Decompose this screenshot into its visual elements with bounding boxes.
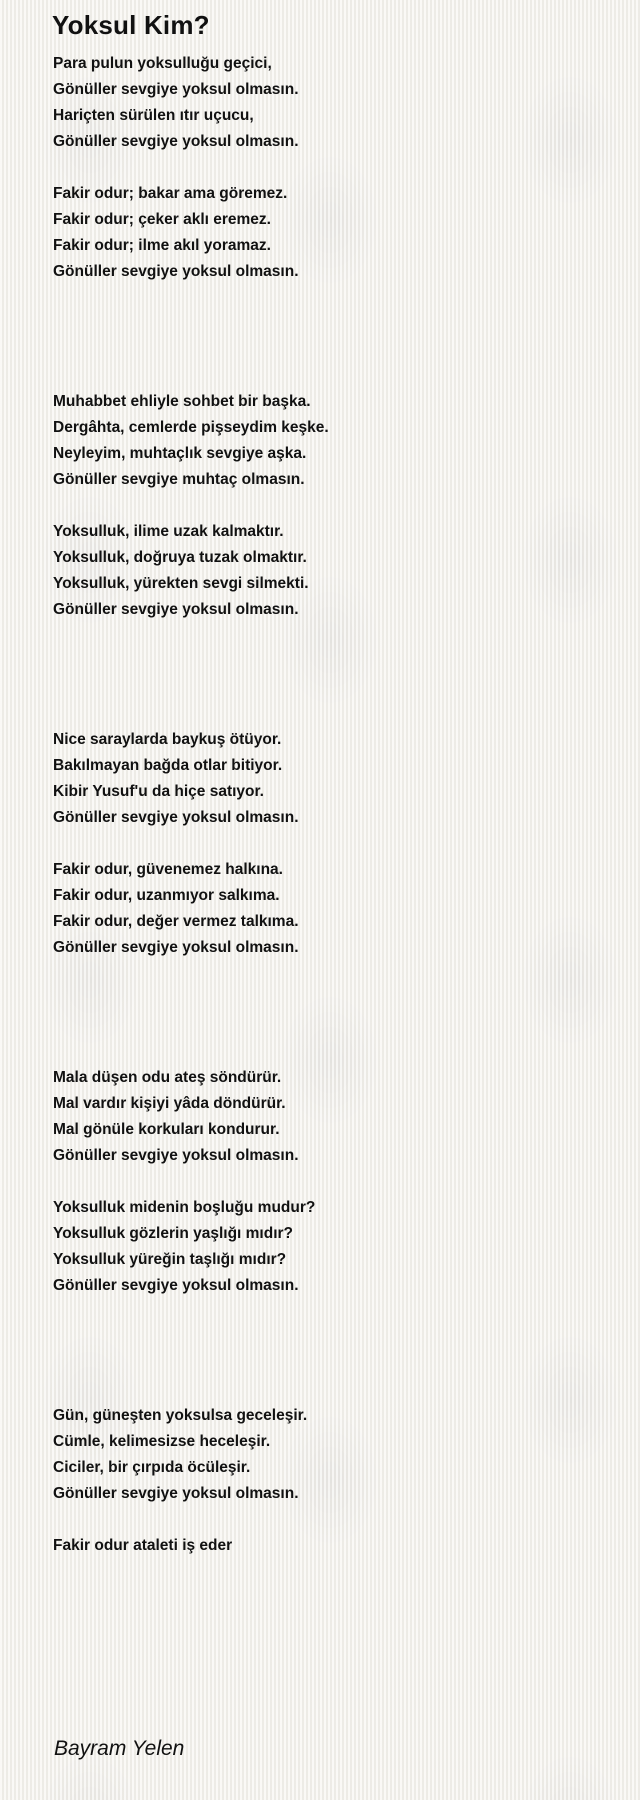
poem-line: Gönüller sevgiye yoksul olmasın.: [53, 1147, 299, 1164]
poem-line: Yoksulluk, ilime uzak kalmaktır.: [53, 523, 284, 540]
poem-line: Muhabbet ehliyle sohbet bir başka.: [53, 393, 311, 410]
stanza: [53, 1533, 613, 1559]
stanza: [53, 181, 613, 285]
poem-line: Mala düşen odu ateş söndürür.: [53, 1069, 282, 1086]
stanza-gap: [53, 831, 613, 857]
stanza-gap: [53, 961, 613, 1065]
poem-line: Yoksulluk, yürekten sevgi silmekti.: [53, 575, 309, 592]
stanza: [53, 857, 613, 961]
poem-line: Fakir odur, uzanmıyor salkıma.: [53, 887, 280, 904]
stanza-gap: [53, 1299, 613, 1403]
stanza-gap: [53, 285, 613, 389]
stanza-gap: [53, 1507, 613, 1533]
stanza-gap: [53, 1169, 613, 1195]
poem-author[interactable]: Bayram Yelen: [54, 1737, 185, 1760]
poem-line: Fakir odur; bakar ama göremez.: [53, 185, 288, 202]
poem-line: Neyleyim, muhtaçlık sevgiye aşka.: [53, 445, 307, 462]
poem-line: Yoksulluk gözlerin yaşlığı mıdır?: [53, 1225, 294, 1242]
poem-line: Hariçten sürülen ıtır uçucu,: [53, 107, 254, 124]
poem-line: Gün, güneşten yoksulsa geceleşir.: [53, 1407, 308, 1424]
poem-line: Fakir odur; ilme akıl yoramaz.: [53, 237, 271, 254]
poem-line: Dergâhta, cemlerde pişseydim keşke.: [53, 419, 329, 436]
stanza: [53, 1195, 613, 1299]
poem-line: Gönüller sevgiye yoksul olmasın.: [53, 1277, 299, 1294]
poem-line: Gönüller sevgiye yoksul olmasın.: [53, 133, 299, 150]
poem-title: Yoksul Kim?: [52, 10, 210, 40]
poem-line: Para pulun yoksulluğu geçici,: [53, 55, 272, 72]
poem-line: Yoksulluk midenin boşluğu mudur?: [53, 1199, 316, 1216]
poem-line: Fakir odur, güvenemez halkına.: [53, 861, 283, 878]
stanza: [53, 389, 613, 493]
poem-body: [53, 51, 613, 1559]
stanza-gap: [53, 623, 613, 727]
poem-line: Gönüller sevgiye yoksul olmasın.: [53, 1485, 299, 1502]
poem-line: Yoksulluk yüreğin taşlığı mıdır?: [53, 1251, 287, 1268]
poem-line: Mal vardır kişiyi yâda döndürür.: [53, 1095, 286, 1112]
poem-line: Gönüller sevgiye yoksul olmasın.: [53, 601, 299, 618]
poem-line: Mal gönüle korkuları kondurur.: [53, 1121, 280, 1138]
poem-line: Gönüller sevgiye yoksul olmasın.: [53, 939, 299, 956]
poem-line: Fakir odur ataleti iş eder: [53, 1537, 233, 1554]
stanza: [53, 727, 613, 831]
poem-line: Fakir odur; çeker aklı eremez.: [53, 211, 271, 228]
poem-line: Bakılmayan bağda otlar bitiyor.: [53, 757, 283, 774]
poem-line: Nice saraylarda baykuş ötüyor.: [53, 731, 282, 748]
stanza: [53, 519, 613, 623]
stanza-gap: [53, 493, 613, 519]
stanza: [53, 1065, 613, 1169]
stanza: [53, 1403, 613, 1507]
stanza-gap: [53, 155, 613, 181]
poem-line: Kibir Yusuf'u da hiçe satıyor.: [53, 783, 264, 800]
poem-line: Gönüller sevgiye muhtaç olmasın.: [53, 471, 305, 488]
poem-line: Ciciler, bir çırpıda öcüleşir.: [53, 1459, 251, 1476]
stanza: [53, 51, 613, 155]
poem-line: Gönüller sevgiye yoksul olmasın.: [53, 263, 299, 280]
poem-line: Gönüller sevgiye yoksul olmasın.: [53, 81, 299, 98]
poem-line: Cümle, kelimesizse heceleşir.: [53, 1433, 271, 1450]
poem-line: Gönüller sevgiye yoksul olmasın.: [53, 809, 299, 826]
poem-line: Yoksulluk, doğruya tuzak olmaktır.: [53, 549, 307, 566]
poem-line: Fakir odur, değer vermez talkıma.: [53, 913, 299, 930]
